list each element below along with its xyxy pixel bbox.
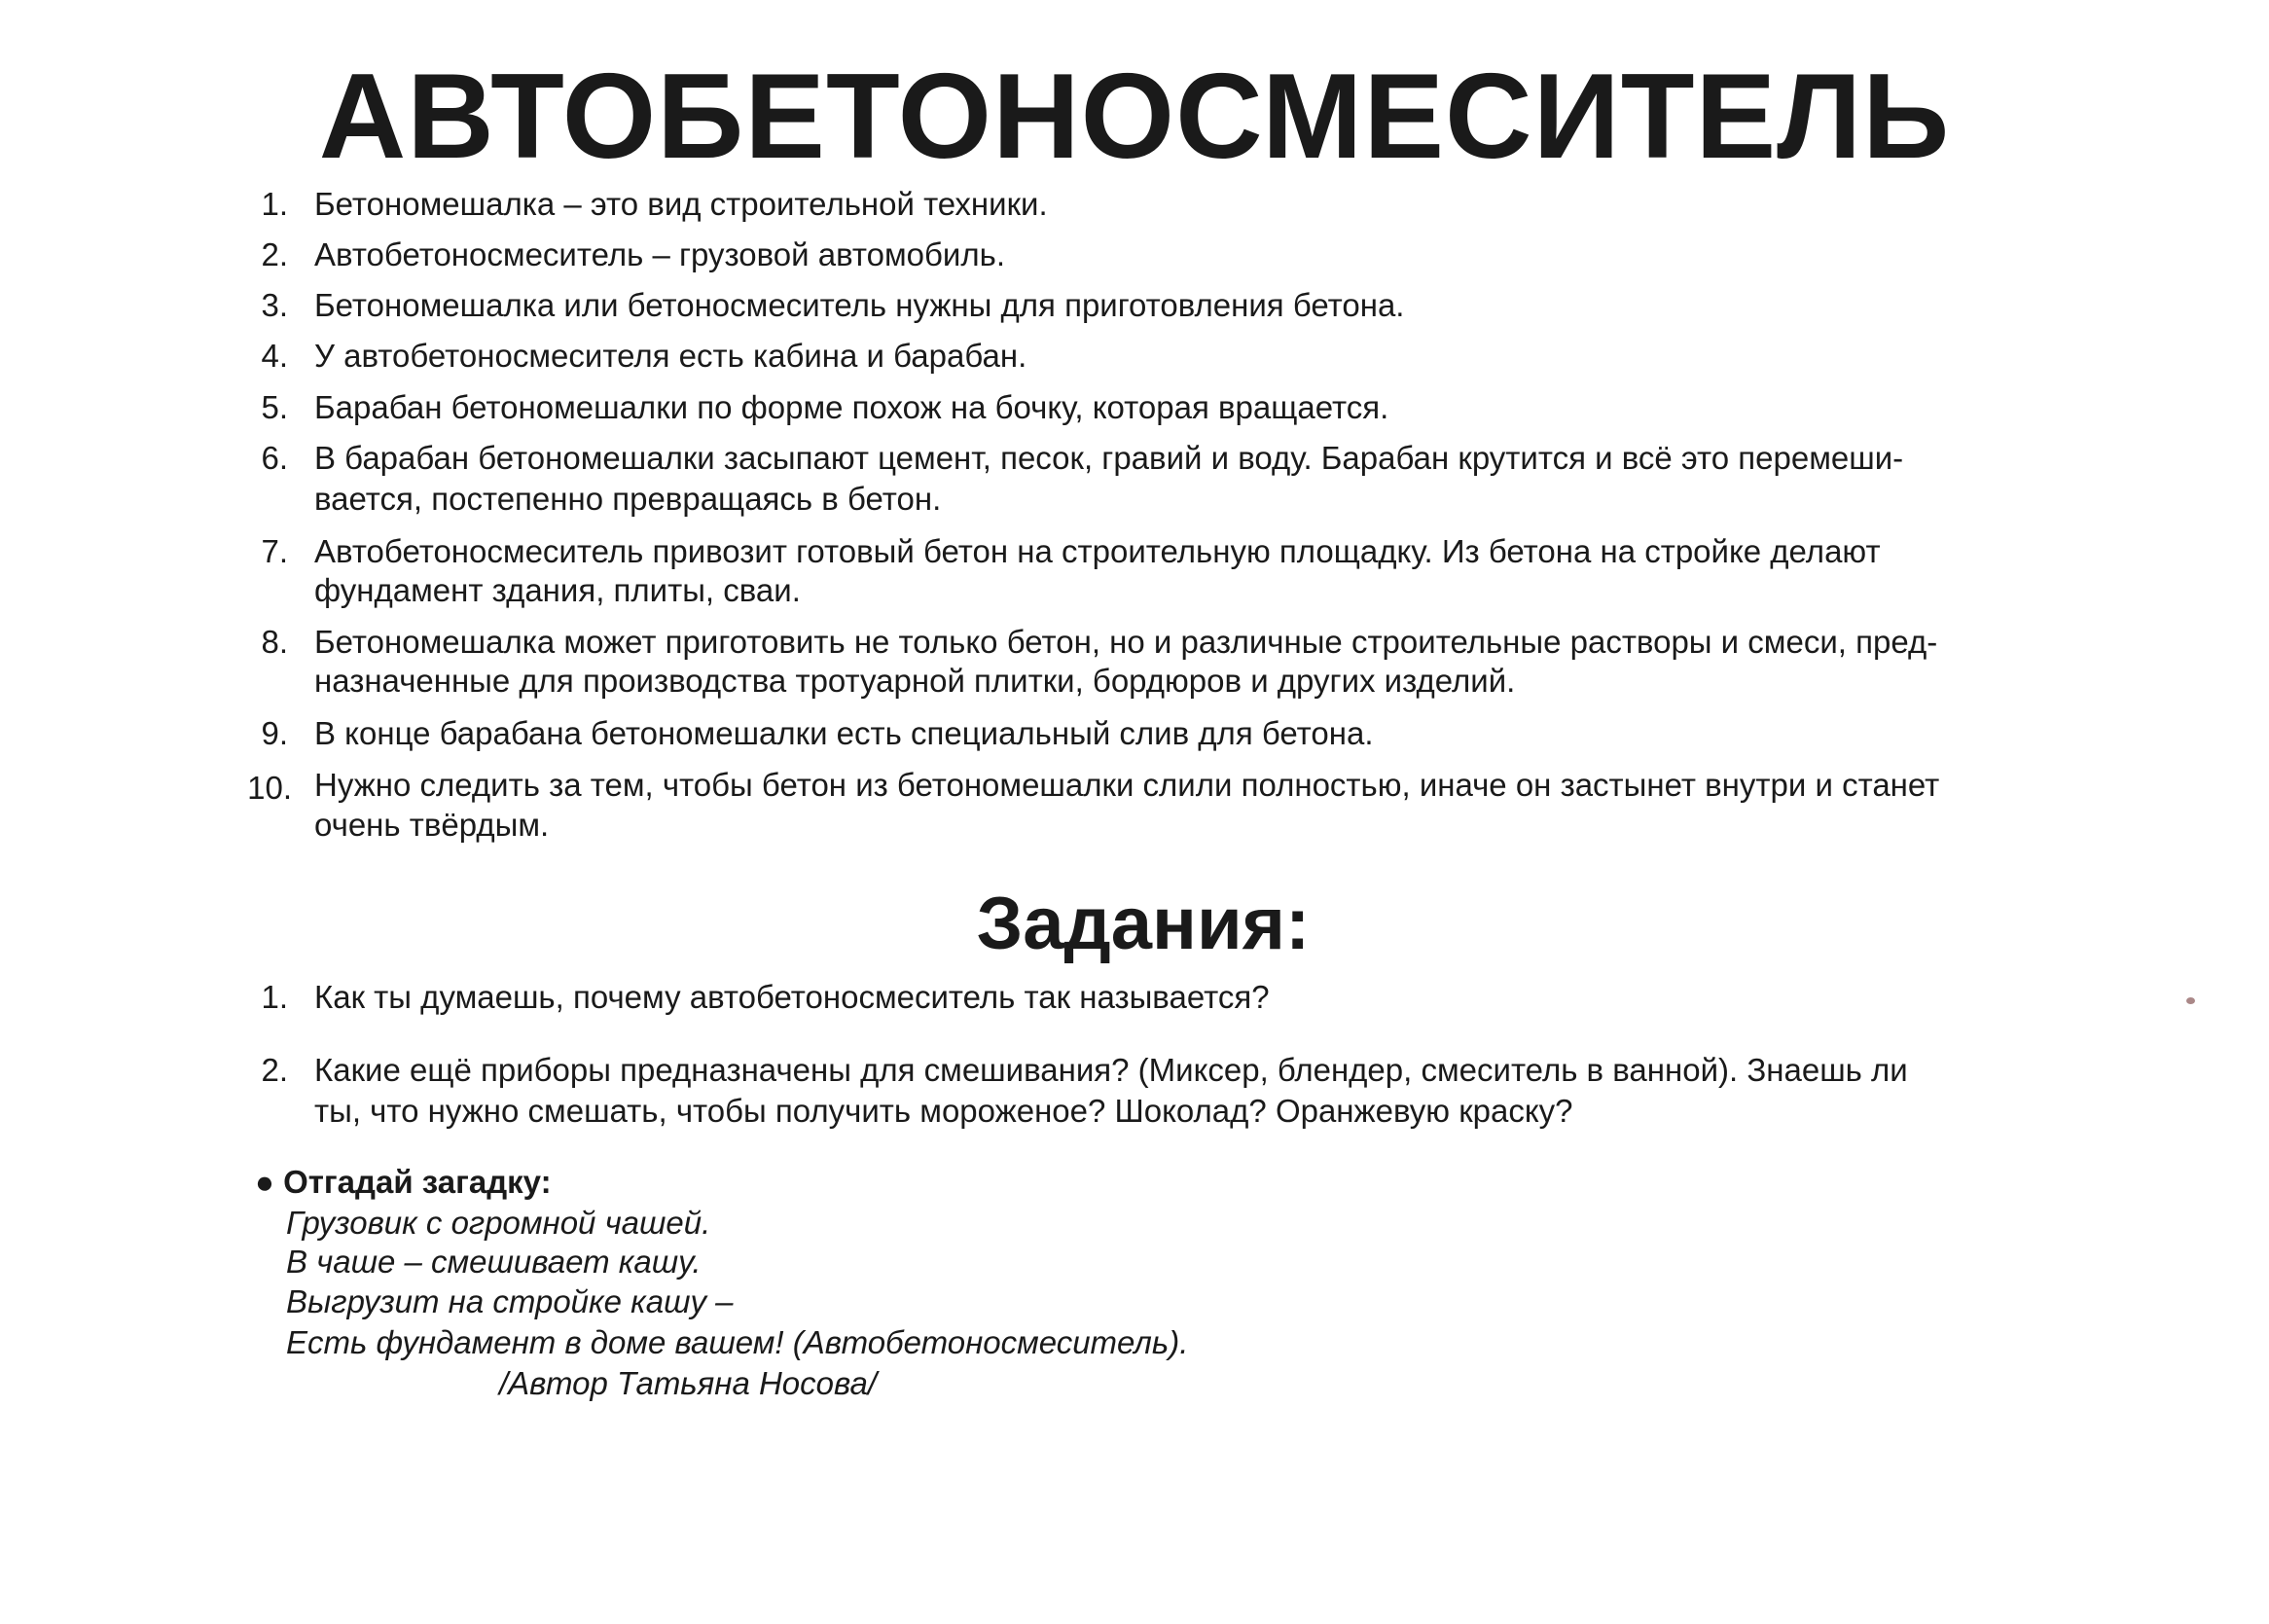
task-item: Какие ещё приборы предназначены для смешивания? (Миксер, блендер, смеситель в ванной). Знаешь ли bbox=[314, 1052, 1908, 1088]
list-number: 1. bbox=[261, 186, 288, 222]
task-number: 1. bbox=[261, 979, 288, 1015]
riddle-line: Выгрузит на стройке кашу – bbox=[286, 1283, 734, 1319]
list-number: 9. bbox=[261, 715, 288, 751]
riddle-heading: ● Отгадай загадку: bbox=[255, 1164, 552, 1200]
list-item: Бетономешалка – это вид строительной техники. bbox=[314, 186, 1048, 222]
list-number: 10. bbox=[247, 770, 292, 806]
riddle-author: /Автор Татьяна Носова/ bbox=[499, 1365, 878, 1401]
list-item: В конце барабана бетономешалки есть специальный слив для бетона. bbox=[314, 715, 1374, 751]
task-item-continuation: ты, что нужно смешать, чтобы получить мороженое? Шоколад? Оранжевую краску? bbox=[314, 1093, 1573, 1129]
list-item-continuation: назначенные для производства тротуарной плитки, бордюров и других изделий. bbox=[314, 663, 1516, 699]
list-item: Бетономешалка может приготовить не только бетон, но и различные строительные растворы и смеси, пред- bbox=[314, 624, 1938, 660]
page-title: АВТОБЕТОНОСМЕСИТЕЛЬ bbox=[318, 50, 1951, 184]
tasks-heading: Задания: bbox=[976, 883, 1311, 965]
list-number: 8. bbox=[261, 624, 288, 660]
list-number: 4. bbox=[261, 338, 288, 374]
list-item: Автобетоносмеситель – грузовой автомобиль. bbox=[314, 236, 1005, 272]
list-item-continuation: фундамент здания, плиты, сваи. bbox=[314, 572, 801, 608]
riddle-line: В чаше – смешивает кашу. bbox=[286, 1244, 702, 1280]
list-number: 6. bbox=[261, 440, 288, 476]
task-item: Как ты думаешь, почему автобетоносмеситель так называется? bbox=[314, 979, 1270, 1015]
list-item: Барабан бетономешалки по форме похож на бочку, которая вращается. bbox=[314, 389, 1389, 425]
list-number: 7. bbox=[261, 533, 288, 569]
list-item: У автобетоносмесителя есть кабина и барабан. bbox=[314, 338, 1027, 374]
list-item: В барабан бетономешалки засыпают цемент, песок, гравий и воду. Барабан крутится и всё это перемеши- bbox=[314, 440, 1904, 476]
list-number: 2. bbox=[261, 236, 288, 272]
list-item-continuation: вается, постепенно превращаясь в бетон. bbox=[314, 481, 942, 517]
list-item-continuation: очень твёрдым. bbox=[314, 807, 550, 843]
list-number: 3. bbox=[261, 287, 288, 323]
list-item: Автобетоносмеситель привозит готовый бетон на строительную площадку. Из бетона на стройке делают bbox=[314, 533, 1881, 569]
task-number: 2. bbox=[261, 1052, 288, 1088]
riddle-line: Есть фундамент в доме вашем! (Автобетоносмеситель). bbox=[286, 1324, 1189, 1360]
list-item: Нужно следить за тем, чтобы бетон из бетономешалки слили полностью, иначе он застынет внутри и станет bbox=[314, 767, 1940, 803]
list-item: Бетономешалка или бетоносмеситель нужны для приготовления бетона. bbox=[314, 287, 1405, 323]
scan-speck bbox=[2186, 997, 2195, 1004]
list-number: 5. bbox=[261, 389, 288, 425]
riddle-line: Грузовик с огромной чашей. bbox=[286, 1205, 711, 1241]
